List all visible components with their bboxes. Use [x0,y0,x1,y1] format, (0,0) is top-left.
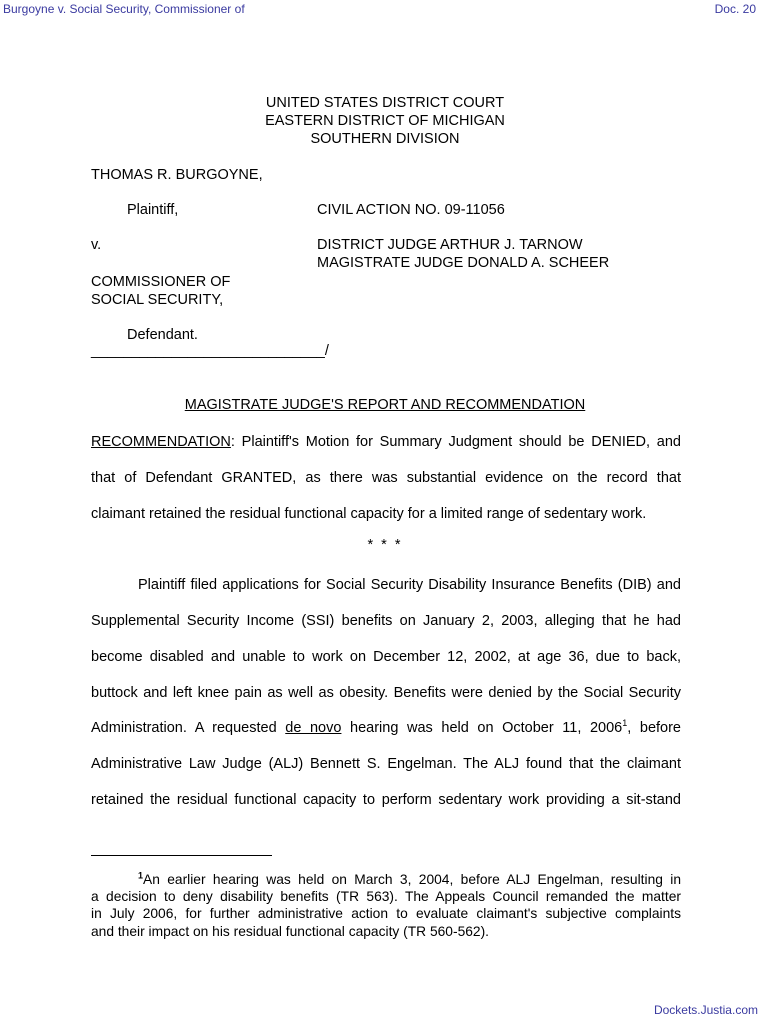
recommendation-line-2: that of Defendant GRANTED, as there was substantial evidence on the record that [91,470,681,486]
body-line-2: Supplemental Security Income (SSI) benefits on January 2, 2003, alleging that he had [91,613,681,629]
body-line-5-start: Administration. A requested [91,720,286,736]
body-line-6: Administrative Law Judge (ALJ) Bennett S. Engelman. The ALJ found that the claimant [91,756,681,772]
court-name: UNITED STATES DISTRICT COURT [265,95,505,111]
district-judge: DISTRICT JUDGE ARTHUR J. TARNOW [317,237,583,253]
footnote-line-3: in July 2006, for further administrative action to evaluate claimant's subjective complaints [91,906,681,922]
recommendation-text-1: : Plaintiff's Motion for Summary Judgment should be DENIED, and [230,434,681,450]
footnote-line-4: and their impact on his residual functional capacity (TR 560-562). [91,923,490,939]
footnote-marker: 1 [138,870,144,881]
section-separator: * * * [367,537,403,553]
case-title-link[interactable]: Burgoyne v. Social Security, Commissioner of [3,2,245,16]
body-line-3: become disabled and unable to work on December 12, 2002, at age 36, due to back, [91,649,681,665]
defendant-role: Defendant. [127,327,198,343]
defendant-name-line2: SOCIAL SECURITY, [91,292,224,308]
footnote-reference[interactable]: 1 [622,718,628,729]
versus: v. [91,237,102,253]
body-line-5-end: , before [627,720,681,736]
footnote-line-1 [91,871,681,888]
body-line-5-middle: hearing was held on October 11, 2006 [341,720,623,736]
magistrate-judge: MAGISTRATE JUDGE DONALD A. SCHEER [317,255,610,271]
de-novo-term: de novo [285,720,342,736]
recommendation-heading: RECOMMENDATION [91,434,231,450]
doc-number-link[interactable]: Doc. 20 [714,2,756,16]
body-line-4: buttock and left knee pain as well as obesity. Benefits were denied by the Social Security [91,685,681,701]
signature-line: _____________________________/ [91,343,329,359]
footnote-text-1: An earlier hearing was held on March 3, 2004, before ALJ Engelman, resulting in [143,872,681,887]
footnote-line-2: a decision to deny disability benefits (TR 563). The Appeals Council remanded the matter [91,889,681,905]
defendant-name-line1: COMMISSIONER OF [91,274,231,290]
civil-action-number: CIVIL ACTION NO. 09-11056 [317,202,505,218]
report-title: MAGISTRATE JUDGE'S REPORT AND RECOMMENDATION [184,397,586,413]
footnote-divider [91,855,272,856]
recommendation-line-1 [91,433,681,451]
page-header [0,0,770,20]
dockets-justia-link[interactable]: Dockets.Justia.com [653,1003,758,1017]
court-division: SOUTHERN DIVISION [310,131,460,147]
body-line-7: retained the residual functional capacity to perform sedentary work providing a sit-stand [91,792,681,808]
court-district: EASTERN DISTRICT OF MICHIGAN [265,113,505,129]
body-line-1: Plaintiff filed applications for Social Security Disability Insurance Benefits (DIB) and [138,577,681,593]
court-caption [0,94,770,148]
plaintiff-role: Plaintiff, [127,202,179,218]
footnote [91,871,681,940]
body-line-5 [91,719,681,737]
plaintiff-name: THOMAS R. BURGOYNE, [91,167,263,183]
recommendation-line-3: claimant retained the residual functional capacity for a limited range of sedentary work. [91,506,647,522]
